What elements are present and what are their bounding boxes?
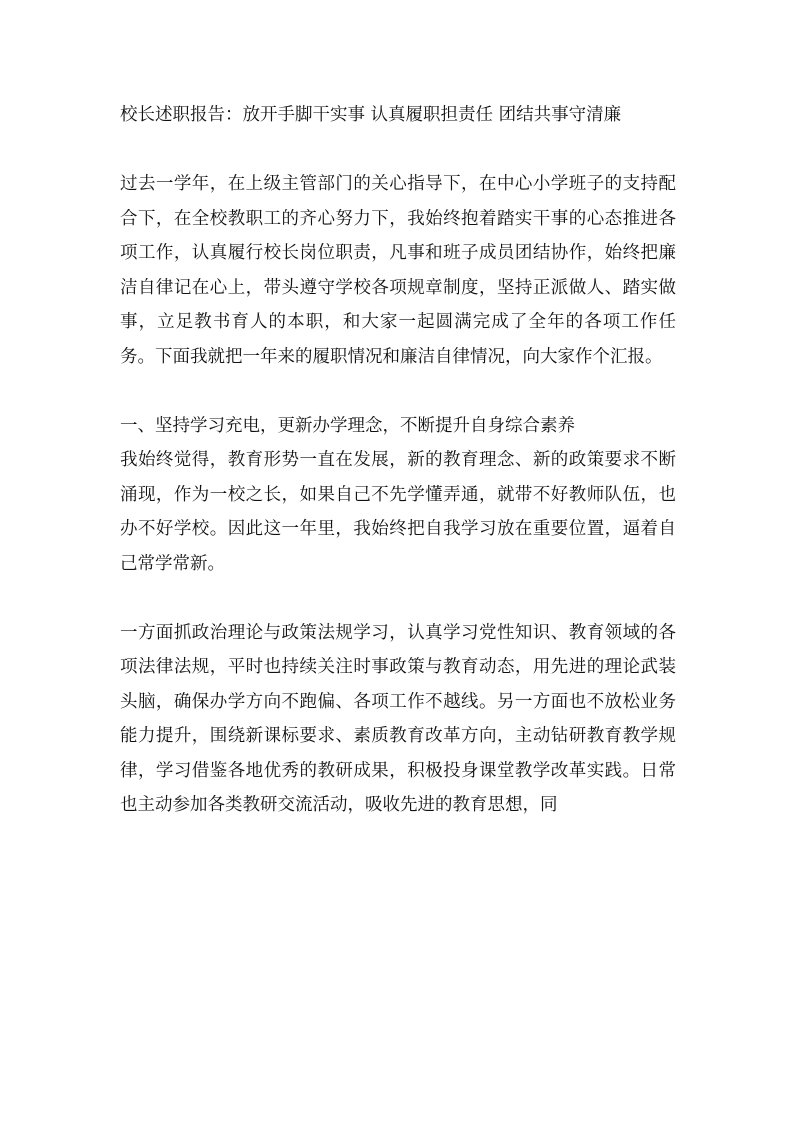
section-paragraph: 一方面抓政治理论与政策法规学习，认真学习党性知识、教育领域的各项法律法规，平时也持续关注时事政策与教育动态，用先进的理论武装头脑，确保办学方向不跑偏、各项工作不越线。另一方面也不放松业务能力提升，围绕新课标要求、素质教育改革方向，主动钻研教育教学规律，学习借鉴各地优秀的教研成果，积极投身课堂教学改革实践。日常也主动参加各类教研交流活动，吸收先进的教育思想，同 [120,622,676,815]
intro-paragraph: 过去一学年，在上级主管部门的关心指导下，在中心小学班子的支持配合下，在全校教职工的齐心努力下，我始终抱着踏实干事的心态推进各项工作，认真履行校长岗位职责，凡事和班子成员团结协作，始终把廉洁自律记在心上，带头遵守学校各项规章制度，坚持正派做人、踏实做事，立足教书育人的本职，和大家一起圆满完成了全年的各项工作任务。下面我就把一年来的履职情况和廉洁自律情况，向大家作个汇报。 [120,174,676,367]
paragraph-spacer [120,581,676,616]
document-title: 校长述职报告：放开手脚干实事 认真履职担责任 团结共事守清廉 [120,105,622,125]
document-body [120,98,676,823]
paragraph-spacer [120,374,676,409]
section-paragraph: 我始终觉得，教育形势一直在发展，新的教育理念、新的政策要求不断涌现，作为一校之长，如果自己不先学懂弄通，就带不好教师队伍，也办不好学校。因此这一年里，我始终把自我学习放在重要位置，逼着自己常学常新。 [120,450,676,574]
section-heading: 一、坚持学习充电，更新办学理念，不断提升自身综合素养 [120,415,575,436]
